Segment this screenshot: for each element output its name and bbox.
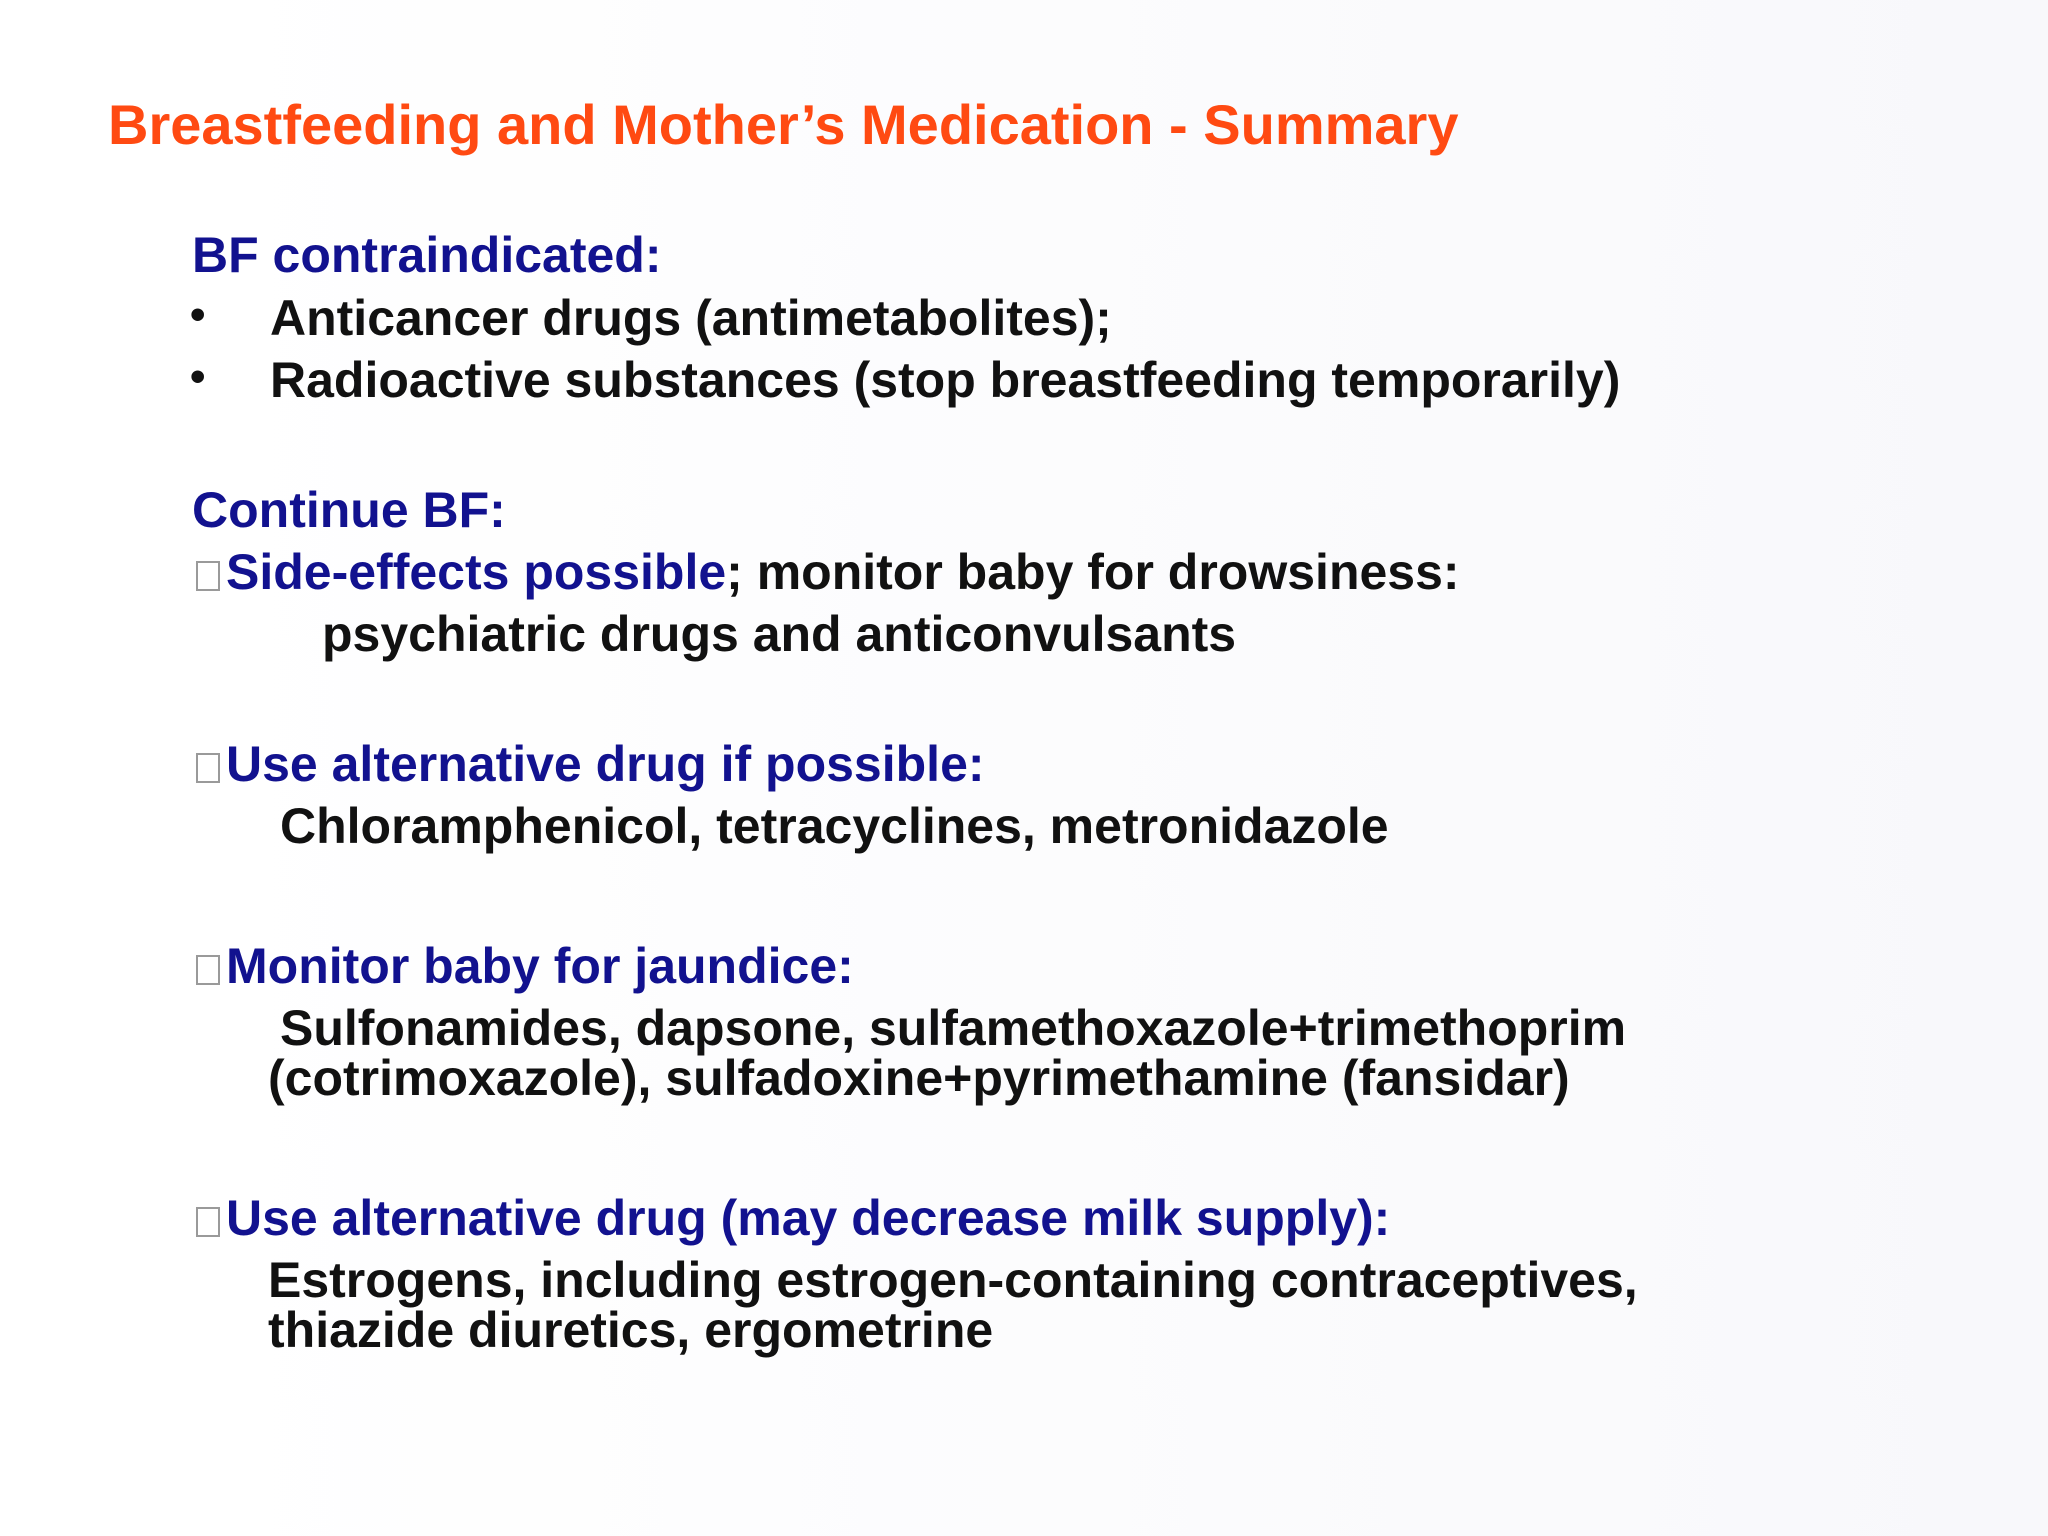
bullet-icon: • xyxy=(190,290,206,339)
item-label: Use alternative drug (may decrease milk supply): xyxy=(226,1190,1391,1246)
item-detail: Estrogens, including estrogen-containing contraceptives, xyxy=(268,1252,1638,1308)
item-detail: Sulfonamides, dapsone, sulfamethoxazole+trimethoprim xyxy=(280,1000,1627,1056)
item-detail: (cotrimoxazole), sulfadoxine+pyrimethamine (fansidar) xyxy=(268,1050,1570,1106)
continue-heading: Continue BF: xyxy=(192,482,506,538)
item-label: Side-effects possible xyxy=(226,544,727,600)
contraindicated-item: Anticancer drugs (antimetabolites); xyxy=(270,290,1112,346)
item-label-continued: ; monitor baby for drowsiness: xyxy=(726,544,1460,600)
continue-item-alternative xyxy=(196,734,985,794)
item-detail: Chloramphenicol, tetracyclines, metronidazole xyxy=(280,798,1389,854)
contraindicated-heading: BF contraindicated: xyxy=(192,227,662,283)
continue-item-side-effects xyxy=(196,542,1460,602)
item-detail: psychiatric drugs and anticonvulsants xyxy=(322,606,1237,662)
item-detail: thiazide diuretics, ergometrine xyxy=(268,1302,994,1358)
slide-title: Breastfeeding and Mother’s Medication - Summary xyxy=(108,93,1459,156)
checkbox-glyph-icon xyxy=(196,753,220,783)
checkbox-glyph-icon xyxy=(196,955,220,985)
contraindicated-item: Radioactive substances (stop breastfeeding temporarily) xyxy=(270,352,1621,408)
item-label: Use alternative drug if possible: xyxy=(226,736,985,792)
continue-item-jaundice xyxy=(196,936,854,996)
item-label: Monitor baby for jaundice: xyxy=(226,938,854,994)
checkbox-glyph-icon xyxy=(196,1207,220,1237)
continue-item-milk-supply xyxy=(196,1188,1390,1248)
checkbox-glyph-icon xyxy=(196,561,220,591)
bullet-icon: • xyxy=(190,352,206,401)
